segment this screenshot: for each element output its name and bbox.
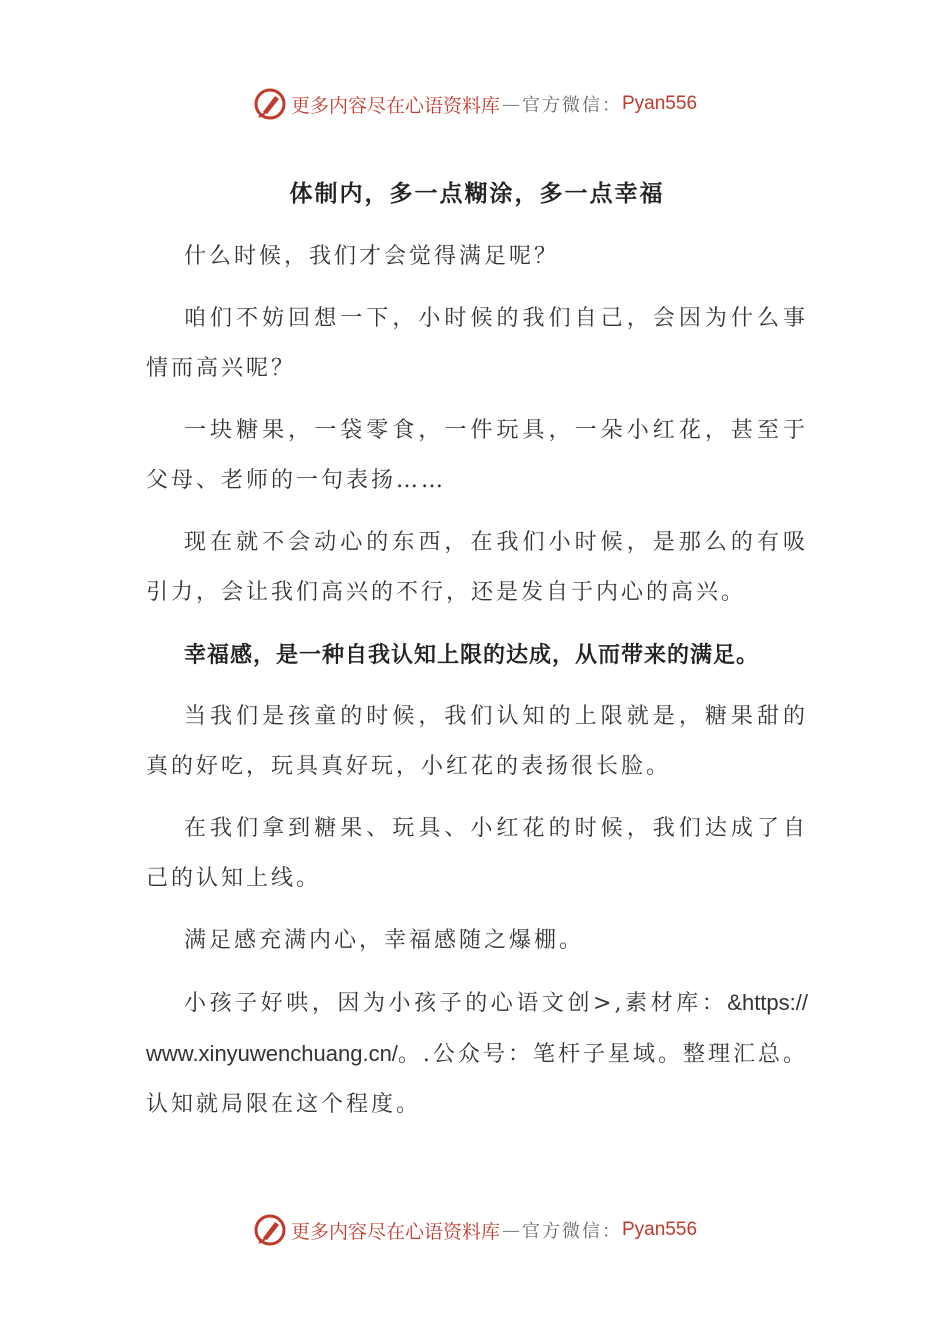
banner-brand-text: 更多内容尽在心语资料库 (290, 94, 500, 117)
banner-wechat-id: Pyan556 (622, 93, 698, 114)
paragraph-9-part2: 。.公众号：笔杆子星域。整理汇总。认知就局限在这个程度。 (146, 1042, 808, 1117)
paragraph-9-url: &https://www.xinyuwenchuang.cn/ (146, 990, 808, 1066)
paragraph-9-part1: 小孩子好哄，因为小孩子的心语文创>,素材库： (184, 991, 728, 1016)
banner-dash: — (502, 93, 520, 115)
paragraph-7: 在我们拿到糖果、玩具、小红花的时候，我们达成了自己的认知上线。 (146, 816, 808, 891)
article-body (146, 170, 808, 1142)
paragraph-8: 满足感充满内心，幸福感随之爆棚。 (184, 928, 585, 953)
paragraph-9 (146, 978, 808, 1130)
paragraph-1: 什么时候，我们才会觉得满足呢？ (184, 244, 560, 269)
paragraph-3: 一块糖果，一袋零食，一件玩具，一朵小红花，甚至于父母、老师的一句表扬…… (146, 418, 808, 493)
pen-nib-circle-icon (253, 1213, 287, 1247)
footer-wechat-id: Pyan556 (622, 1219, 698, 1240)
footer-wechat-label: 官方微信： (522, 1221, 622, 1242)
paragraph-4: 现在就不会动心的东西，在我们小时候，是那么的有吸引力，会让我们高兴的不行，还是发自于内心的高兴。 (146, 530, 808, 605)
footer-banner (0, 1210, 950, 1250)
paragraph-6: 当我们是孩童的时候，我们认知的上限就是，糖果甜的真的好吃，玩具真好玩，小红花的表扬很长脸。 (146, 704, 808, 779)
footer-brand-text: 更多内容尽在心语资料库 (290, 1220, 500, 1243)
paragraph-5-bold: 幸福感，是一种自我认知上限的达成，从而带来的满足。 (184, 642, 760, 668)
banner-wechat-label: 官方微信： (522, 95, 622, 116)
footer-dash: — (502, 1219, 520, 1241)
header-banner (0, 84, 950, 124)
pen-nib-circle-icon (253, 87, 287, 121)
paragraph-2: 咱们不妨回想一下，小时候的我们自己，会因为什么事情而高兴呢？ (146, 306, 808, 381)
article-title: 体制内，多一点糊涂，多一点幸福 (289, 180, 665, 207)
